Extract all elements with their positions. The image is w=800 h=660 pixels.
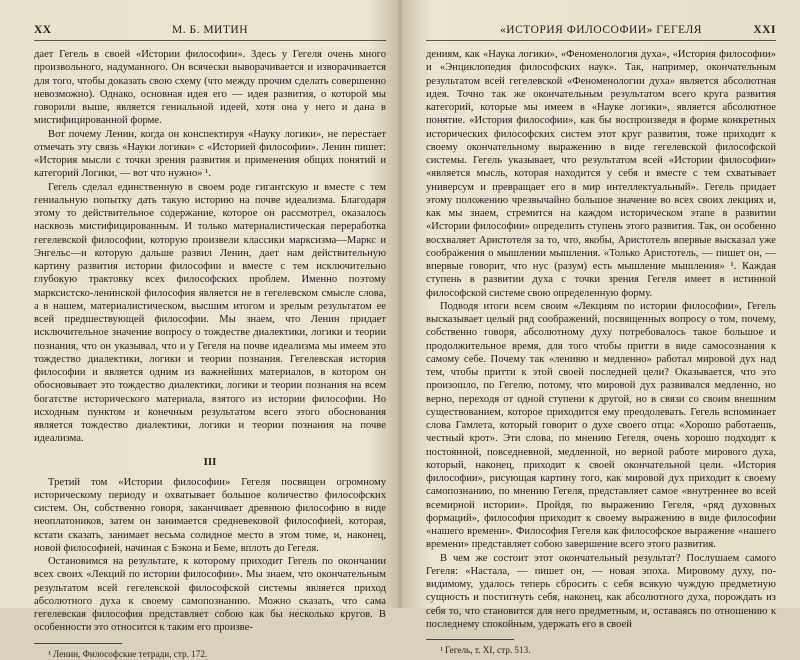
running-head-title: М. Б. МИТИН (172, 24, 248, 36)
section-number: III (203, 455, 217, 468)
right-page (400, 0, 800, 655)
footnote-rule (426, 639, 514, 640)
paragraph: В чем же состоит этот окончательный результат? Послушаем самого Гегеля: «Настала, — пишет он, — новая эпоха. Мировому духу, по-видимому, удалось теперь сбросить с себя всякую чуждую предметную сущность и постигнуть себя, наконец, как абсолютного духа, порождать из себя то, что становится для него предметным, и, оставаясь по отношению к последнему спокойным, удержать его в своей (426, 552, 776, 630)
paragraph: Остановимся на результате, к которому приходит Гегель по окончании всех своих «Лекций по истории философии». Мы знаем, что окончательным результатом всей гегелевской философской системы является приход абсолютного духа к своему самопознанию. Можно сказать, что сама гегелевская философия представляет собою как бы несколько кругов. В особенности это относится к таким его произве- (34, 556, 386, 634)
page-number: XX (34, 24, 52, 36)
running-head (34, 24, 386, 41)
paragraph: дает Гегель в своей «Истории философии». Здесь у Гегеля очень много произвольного, надуманного. Он всячески выворачивается и изворачивается для того, чтобы доказать свою схему (что между прочим сделать совершенно невозможно). Однако, основная идея его — идея развития, о которой мы говорили выше, является гениальной идеей, хотя она у него и дана в мистифицированной форме. (34, 49, 386, 127)
right-page-body (426, 48, 776, 631)
footnote-rule (34, 643, 122, 644)
paragraph: Вот почему Ленин, когда он конспектируя «Науку логики», не перестает отмечать эту связь «Науки логики» с «Историей философии». Ленин пишет: «История мысли с точки зрения развития и применения общих понятий и категорий Логики, — вот что нужно» ¹. (34, 128, 386, 180)
running-head (426, 24, 776, 41)
running-head-title: «ИСТОРИЯ ФИЛОСОФИИ» ГЕГЕЛЯ (500, 24, 702, 36)
left-page-body (34, 48, 386, 635)
left-page (0, 0, 400, 659)
paragraph: Подводя итоги всем своим «Лекциям по истории философии», Гегель высказывает целый ряд соображений, посвященных вопросу о том, почему, собственно говоря, абсолютному духу потребовалось такое большое и продолжительное время, для того чтобы притти в виде самосознания к самому себе. Почему так «ленивю и медленно» работал мировой дух над тем, чтобы притти к этой своей последней цели? Оказывается, что это произошло, по Гегелю, потому, что мировой дух развивался медленно, но верно, переходя от одной ступени к другой, но в связи со своим внешним существованием, которое приходится ему преодолевать. Гегель вспоминает слова Гамлета, который говорит о духе своего отца: «Хорошо работаешь, честный крот». Эти слова, по мнению Гегеля, очень хорошо подходят к постоянной, повседневной, медленной, но верной работе мирового духа, который, наконец, приходит к своей окончательной цели. «История философии», рисующая картину того, как мировой дух приходит к своему самопознанию, по мнению Гегеля, представляет самое «внутреннее во всей всемирной истории». Пройдя, по выражению Гегеля, «ряд духовных формаций», философия приходит к своему выражению в виде философии «нашего времени». Философия Гегеля как философское выражение «нашего времени» представляет собою завершение всего этого развития. (426, 300, 776, 551)
paragraph: Гегель сделал единственную в своем роде гигантскую и вместе с тем гениальную попытку дать такую историю на почве идеализма. Благодаря этому то действительное содержание, которое он рассмотрел, оказалось насквозь мистифицированным. И только материалистическая переработка гегелевской философии, которую произвели классики марксизма—Маркс и Энгельс—и которую дальше развил Ленин, дает нам действительную картину развития истории философии и вместе с тем исключительно глубокую трактовку всех философских проблем. Именно поэтому марксистско-ленинской философия является не в гегелевском смысле слова, а в нашем, материалистическом, высшим итогом и зрелым результатом ее всей предшествующей философии. Мы знаем, что Ленин придает исключительное значение вопросу о тождестве диалектики, логики и теории познания, что он указывал, что и у Гегеля на почве идеализма мы имеем это тождество диалектики, логики и теории познания. Гегелевская история философии и является одним из важнейших материалов, в котором он обосновывает это тождество диалектики, логики и теории познания на всем богатстве исторического материала, взятого из истории философии. Но исходным пунктом и конечным результатом всего этого обоснования является тождество диалектики, логики и теории познания на почве идеализма. (34, 181, 386, 445)
footnote: ¹ Ленин, Философские тетради, стр. 172. (48, 648, 208, 659)
paragraph: дениям, как «Наука логики», «Феноменология духа», «История философии» и «Энциклопедия философских наук». Так, например, окончательным результатом всей гегелевской «Феноменологии духа» является абсолютная идея. Точно так же окончательным результатом всего круга развития категорий, которые мы имеем в «Науке логики», является абсолютное понятие. «История философии», как бы воспроизведя в форме конкретных исторических философских систем этот круг развития, тоже приходит к своему окончательному выражению в виде гегелевской философской системы. Гегель указывает, что результатом всей «Истории философии» «является мысль, которая находится у себя и вместе с тем схватывает универсум и превращает его в мир интеллектуальный». Гегель придает этому положению чрезвычайно большое значение во всех своих лекциях и, как мы знаем, стремится на каждом историческом этапе в развитии «Истории философии» определить ступень этого развития. Так, он особенно восхваляет Аристотеля за то, что, якобы, Аристотель впервые высказал уже соображения о мышлении мышления. «Только Аристотель, — пишет он, — впервые говорит, что нус (разум) есть мышление мышления» ¹. Каждая ступень в развитии духа с точки зрения Гегеля имеет в истинной философской системе свою определенную форму. (426, 49, 776, 299)
page-number: XXI (753, 24, 776, 36)
footnote: ¹ Гегель, т. XI, стр. 513. (440, 645, 531, 655)
paragraph: Третий том «Истории философии» Гегеля посвящен огромному историческому периоду и охватывает большое количество философских систем. Он, собственно говоря, заканчивает древнюю философию в виде неоплатоников, затем он занимается средневековой философией, которая, кстати сказать, занимает весьма солидное место в этом томе, и, наконец, новой философией, начиная с Бэкона и Беме, вплоть до Гегеля. (34, 476, 386, 554)
